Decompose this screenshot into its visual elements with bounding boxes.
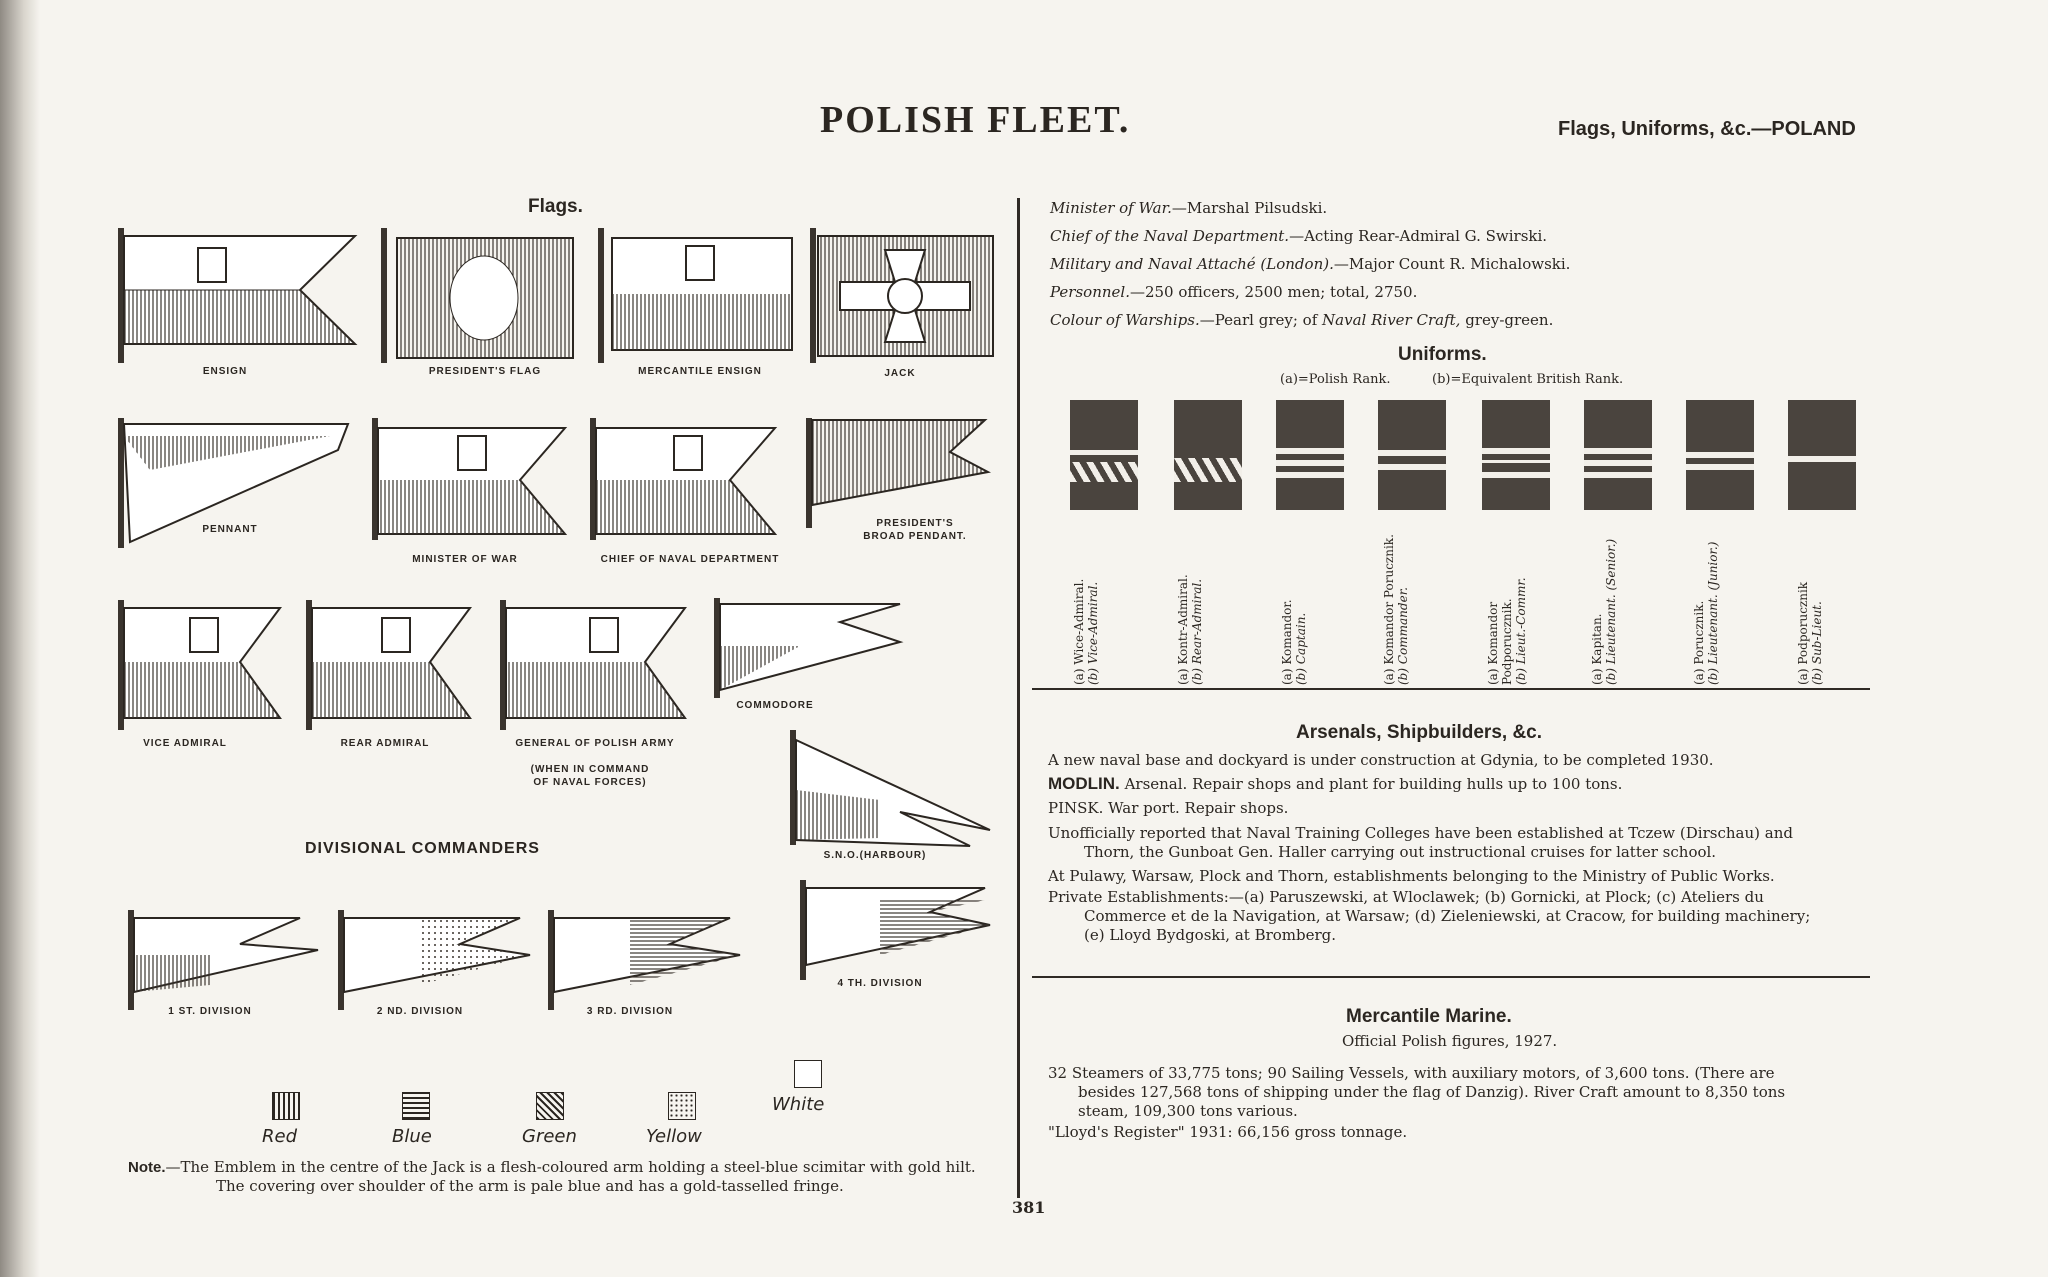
mercantile-heading: Mercantile Marine. [1346, 1006, 1512, 1027]
colour-value-2: grey-green. [1465, 311, 1554, 329]
rank-label-6: (a) Kapitan. (b) Lieutenant. (Senior.) [1590, 538, 1618, 685]
presidents-broad-pendant-flag [806, 418, 988, 528]
rank-label-3: (a) Komandor. (b) Captain. [1280, 599, 1308, 685]
jack-flag [810, 228, 993, 363]
modlin-label: MODLIN. [1048, 774, 1120, 793]
caption-broad-pendant-1: PRESIDENT'S [876, 518, 954, 529]
uniforms-key-b: (b)=Equivalent British Rank. [1432, 372, 1624, 387]
arsenals-heading: Arsenals, Shipbuilders, &c. [1296, 722, 1543, 743]
colour-value: —Pearl grey; of [1199, 311, 1318, 329]
uniforms-heading: Uniforms. [1398, 344, 1487, 365]
unofficial-2: Thorn, the Gunboat Gen. Haller carrying out instructional cruises for latter school. [1084, 843, 1717, 861]
strap-porucznik [1686, 400, 1754, 510]
arsenals-line-1: A new naval base and dockyard is under construction at Gdynia, to be completed 1930. [1048, 751, 1714, 769]
legend-swatch-red [272, 1092, 300, 1120]
mercantile-line-2: besides 127,568 tons of shipping under the flag of Danzig). River Craft amount to 8,350 tons [1078, 1083, 1786, 1101]
note-line-2: The covering over shoulder of the arm is pale blue and has a gold-tasselled fringe. [216, 1177, 844, 1195]
chief-naval-dept-flag [590, 418, 775, 540]
minister-value: —Marshal Pilsudski. [1171, 199, 1328, 217]
div3-flag [548, 910, 740, 1010]
mercantile-ensign-flag [598, 228, 792, 363]
div4-flag [800, 880, 990, 980]
strap-komandor-porucznik [1378, 400, 1446, 510]
strap-komandor [1276, 400, 1344, 510]
legend-label-green: Green [522, 1126, 577, 1147]
personnel-label: Personnel. [1050, 283, 1130, 301]
rank-label-8: (a) Podporucznik (b) Sub-Lieut. [1796, 581, 1824, 685]
caption-rear-admiral: REAR ADMIRAL [340, 738, 430, 749]
minister-label: Minister of War. [1050, 199, 1172, 217]
caption-chief-naval-dept: CHIEF OF NAVAL DEPARTMENT [600, 554, 780, 565]
unofficial-1: Unofficially reported that Naval Training Colleges have been established at Tczew (Dirschau) and [1048, 824, 1793, 842]
modlin-text: Arsenal. Repair shops and plant for building hulls up to 100 tons. [1124, 775, 1623, 793]
mercantile-block [1048, 1064, 1868, 1142]
chief-label: Chief of the Naval Department. [1050, 227, 1290, 245]
rank-label-7: (a) Porucznik. (b) Lieutenant. (Junior.) [1692, 541, 1720, 685]
caption-div4: 4 TH. DIVISION [837, 978, 923, 989]
arsenals-block [1048, 748, 1868, 945]
flags-note [128, 1158, 1008, 1196]
div2-flag [338, 910, 530, 1010]
caption-presidents-flag: PRESIDENT'S FLAG [428, 366, 542, 377]
caption-general-army: GENERAL OF POLISH ARMY [515, 738, 675, 749]
lloyds-line: "Lloyd's Register" 1931: 66,156 gross tonnage. [1048, 1123, 1408, 1141]
div1-flag [128, 910, 318, 1010]
chief-value: —Acting Rear-Admiral G. Swirski. [1289, 227, 1548, 245]
personnel-value: —250 officers, 2500 men; total, 2750. [1129, 283, 1418, 301]
legend-label-red: Red [262, 1126, 298, 1147]
caption-broad-pendant-2: BROAD PENDANT. [863, 531, 967, 542]
caption-general-note-2: OF NAVAL FORCES) [533, 777, 647, 788]
mercantile-sub: Official Polish figures, 1927. [1342, 1032, 1558, 1050]
note-line-1: —The Emblem in the centre of the Jack is a flesh-coloured arm holding a steel-blue scimitar with gold hilt. [165, 1158, 976, 1176]
private-1: Private Establishments:—(a) Paruszewski, at Wloclawek; (b) Gornicki, at Plock; (c) Ateliers du [1048, 888, 1764, 906]
mercantile-line-1: 32 Steamers of 33,775 tons; 90 Sailing Vessels, with auxiliary motors, of 3,600 tons. (There are [1048, 1064, 1775, 1082]
legend-swatch-green [536, 1092, 564, 1120]
rule-arsenals [1032, 976, 1870, 978]
legend-label-yellow: Yellow [646, 1126, 702, 1147]
caption-mercantile-ensign: MERCANTILE ENSIGN [638, 366, 762, 377]
private-2: Commerce et de la Navigation, at Warsaw; (d) Zieleniewski, at Cracow, for building machinery; [1084, 907, 1811, 925]
caption-pennant: PENNANT [202, 524, 258, 535]
legend-swatch-white [794, 1060, 822, 1088]
flags-heading: Flags. [528, 196, 583, 217]
rank-label-1: (a) Wice-Admiral. (b) Vice-Admiral. [1072, 578, 1100, 685]
legend-label-blue: Blue [392, 1126, 432, 1147]
pulawy-text: At Pulawy, Warsaw, Plock and Thorn, establishments belonging to the Ministry of Public Works. [1048, 867, 1775, 885]
page-title: POLISH FLEET. [820, 99, 1131, 141]
rank-label-2: (a) Kontr-Admiral. (b) Rear-Admiral. [1176, 574, 1204, 685]
uniforms-key-a: (a)=Polish Rank. [1280, 372, 1391, 387]
ensign-flag [118, 228, 355, 363]
sno-harbour-flag [790, 730, 990, 846]
legend-swatch-blue [402, 1092, 430, 1120]
rule-uniforms [1032, 688, 1870, 690]
commodore-flag [714, 598, 900, 698]
caption-div2: 2 ND. DIVISION [376, 1006, 464, 1017]
caption-div1: 1 ST. DIVISION [168, 1006, 252, 1017]
legend-swatch-yellow [668, 1092, 696, 1120]
caption-vice-admiral: VICE ADMIRAL [143, 738, 227, 749]
attache-value: —Major Count R. Michalowski. [1333, 255, 1571, 273]
pinsk-text: PINSK. War port. Repair shops. [1048, 799, 1289, 817]
caption-ensign: ENSIGN [202, 366, 248, 377]
rank-label-4: (a) Komandor Porucznik. (b) Commander. [1382, 534, 1410, 685]
private-3: (e) Lloyd Bydgoski, at Bromberg. [1084, 926, 1337, 944]
divisional-commanders-heading: DIVISIONAL COMMANDERS [305, 840, 540, 857]
legend-label-white: White [772, 1094, 825, 1115]
mercantile-line-3: steam, 109,300 tons various. [1078, 1102, 1298, 1120]
strap-kontr-admiral [1174, 400, 1242, 510]
strap-podporucznik [1788, 400, 1856, 510]
general-polish-army-flag [500, 600, 685, 730]
rank-label-5: (a) Komandor Podporucznik. (b) Lieut.-Commr. [1486, 577, 1528, 685]
page-number: 381 [1012, 1198, 1046, 1217]
caption-div3: 3 RD. DIVISION [586, 1006, 674, 1017]
column-divider [1017, 198, 1020, 1198]
vice-admiral-flag [118, 600, 280, 730]
attache-label: Military and Naval Attaché (London). [1050, 255, 1334, 273]
rear-admiral-flag [306, 600, 470, 730]
strap-kapitan [1584, 400, 1652, 510]
running-head: Flags, Uniforms, &c.—POLAND [1558, 118, 1856, 140]
colour-label-2: Naval River Craft, [1322, 311, 1461, 329]
caption-commodore: COMMODORE [736, 700, 814, 711]
caption-general-note-1: (WHEN IN COMMAND [530, 764, 650, 775]
note-label: Note. [128, 1159, 166, 1176]
caption-sno: S.N.O.(HARBOUR) [823, 850, 927, 861]
personnel-block [1050, 194, 1950, 334]
presidents-flag [381, 228, 573, 363]
strap-wice-admiral [1070, 400, 1138, 510]
colour-label: Colour of Warships. [1050, 311, 1200, 329]
caption-minister-of-war: MINISTER OF WAR [412, 554, 518, 565]
caption-jack: JACK [884, 368, 916, 379]
strap-komandor-podporucznik [1482, 400, 1550, 510]
minister-of-war-flag [372, 418, 565, 540]
